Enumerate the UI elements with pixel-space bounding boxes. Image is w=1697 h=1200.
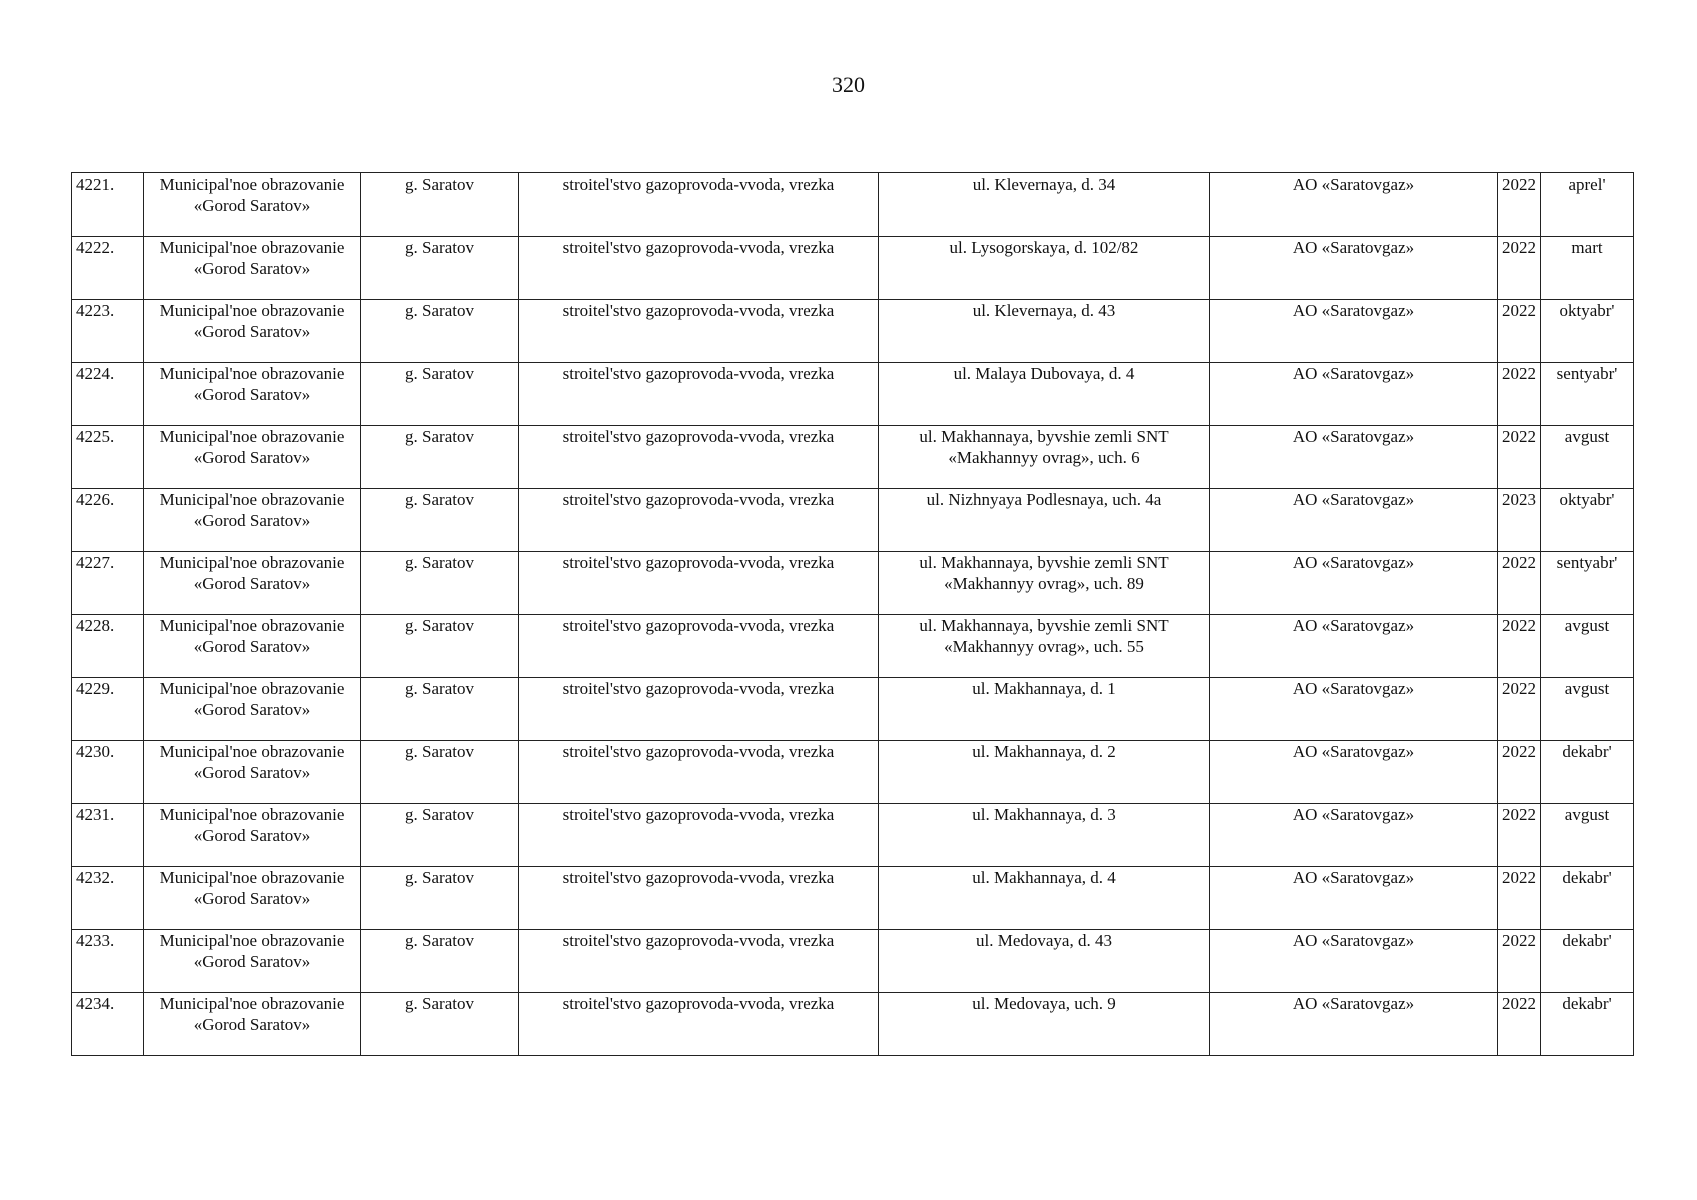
municipality-cell: Municipal'noe obrazovanie «Gorod Saratov»: [144, 173, 361, 237]
year-cell: 2022: [1498, 867, 1541, 930]
row-number: 4223.: [72, 300, 144, 363]
work-type-cell: stroitel'stvo gazoprovoda-vvoda, vrezka: [519, 237, 879, 300]
row-number: 4233.: [72, 930, 144, 993]
table-row: [72, 300, 1634, 363]
month-cell: mart: [1541, 237, 1634, 300]
organization-cell: AO «Saratovgaz»: [1210, 426, 1498, 489]
work-type-cell: stroitel'stvo gazoprovoda-vvoda, vrezka: [519, 804, 879, 867]
work-type-cell: stroitel'stvo gazoprovoda-vvoda, vrezka: [519, 615, 879, 678]
month-cell: oktyabr': [1541, 489, 1634, 552]
work-type-cell: stroitel'stvo gazoprovoda-vvoda, vrezka: [519, 867, 879, 930]
month-cell: aprel': [1541, 173, 1634, 237]
month-cell: avgust: [1541, 615, 1634, 678]
municipality-cell: Municipal'noe obrazovanie «Gorod Saratov»: [144, 300, 361, 363]
municipality-cell: Municipal'noe obrazovanie «Gorod Saratov»: [144, 993, 361, 1056]
row-number: 4222.: [72, 237, 144, 300]
row-number: 4225.: [72, 426, 144, 489]
year-cell: 2022: [1498, 363, 1541, 426]
work-type-cell: stroitel'stvo gazoprovoda-vvoda, vrezka: [519, 930, 879, 993]
locality-cell: g. Saratov: [361, 237, 519, 300]
address-cell: ul. Makhannaya, byvshie zemli SNT «Makhannyy ovrag», uch. 55: [879, 615, 1210, 678]
year-cell: 2022: [1498, 426, 1541, 489]
table-row: [72, 237, 1634, 300]
row-number: 4231.: [72, 804, 144, 867]
organization-cell: AO «Saratovgaz»: [1210, 993, 1498, 1056]
month-cell: oktyabr': [1541, 300, 1634, 363]
row-number: 4228.: [72, 615, 144, 678]
address-cell: ul. Makhannaya, d. 3: [879, 804, 1210, 867]
year-cell: 2023: [1498, 489, 1541, 552]
year-cell: 2022: [1498, 993, 1541, 1056]
municipality-cell: Municipal'noe obrazovanie «Gorod Saratov»: [144, 363, 361, 426]
table-row: [72, 552, 1634, 615]
work-type-cell: stroitel'stvo gazoprovoda-vvoda, vrezka: [519, 489, 879, 552]
year-cell: 2022: [1498, 741, 1541, 804]
page-number: 320: [832, 72, 865, 97]
municipality-cell: Municipal'noe obrazovanie «Gorod Saratov»: [144, 804, 361, 867]
municipality-cell: Municipal'noe obrazovanie «Gorod Saratov»: [144, 237, 361, 300]
year-cell: 2022: [1498, 300, 1541, 363]
municipality-cell: Municipal'noe obrazovanie «Gorod Saratov»: [144, 678, 361, 741]
organization-cell: AO «Saratovgaz»: [1210, 741, 1498, 804]
municipality-cell: Municipal'noe obrazovanie «Gorod Saratov»: [144, 615, 361, 678]
locality-cell: g. Saratov: [361, 426, 519, 489]
locality-cell: g. Saratov: [361, 173, 519, 237]
organization-cell: AO «Saratovgaz»: [1210, 489, 1498, 552]
locality-cell: g. Saratov: [361, 489, 519, 552]
year-cell: 2022: [1498, 615, 1541, 678]
address-cell: ul. Klevernaya, d. 43: [879, 300, 1210, 363]
municipality-cell: Municipal'noe obrazovanie «Gorod Saratov»: [144, 552, 361, 615]
row-number: 4221.: [72, 173, 144, 237]
table-row: [72, 363, 1634, 426]
address-cell: ul. Lysogorskaya, d. 102/82: [879, 237, 1210, 300]
year-cell: 2022: [1498, 237, 1541, 300]
row-number: 4230.: [72, 741, 144, 804]
row-number: 4234.: [72, 993, 144, 1056]
work-type-cell: stroitel'stvo gazoprovoda-vvoda, vrezka: [519, 426, 879, 489]
address-cell: ul. Medovaya, uch. 9: [879, 993, 1210, 1056]
work-type-cell: stroitel'stvo gazoprovoda-vvoda, vrezka: [519, 678, 879, 741]
locality-cell: g. Saratov: [361, 363, 519, 426]
locality-cell: g. Saratov: [361, 804, 519, 867]
work-type-cell: stroitel'stvo gazoprovoda-vvoda, vrezka: [519, 173, 879, 237]
month-cell: dekabr': [1541, 930, 1634, 993]
address-cell: ul. Makhannaya, byvshie zemli SNT «Makhannyy ovrag», uch. 6: [879, 426, 1210, 489]
work-type-cell: stroitel'stvo gazoprovoda-vvoda, vrezka: [519, 993, 879, 1056]
organization-cell: AO «Saratovgaz»: [1210, 363, 1498, 426]
table-row: [72, 930, 1634, 993]
row-number: 4227.: [72, 552, 144, 615]
address-cell: ul. Medovaya, d. 43: [879, 930, 1210, 993]
municipality-cell: Municipal'noe obrazovanie «Gorod Saratov»: [144, 741, 361, 804]
table-row: [72, 489, 1634, 552]
row-number: 4226.: [72, 489, 144, 552]
month-cell: avgust: [1541, 804, 1634, 867]
work-type-cell: stroitel'stvo gazoprovoda-vvoda, vrezka: [519, 552, 879, 615]
row-number: 4229.: [72, 678, 144, 741]
locality-cell: g. Saratov: [361, 300, 519, 363]
organization-cell: AO «Saratovgaz»: [1210, 300, 1498, 363]
row-number: 4224.: [72, 363, 144, 426]
organization-cell: AO «Saratovgaz»: [1210, 552, 1498, 615]
locality-cell: g. Saratov: [361, 741, 519, 804]
table-row: [72, 426, 1634, 489]
work-type-cell: stroitel'stvo gazoprovoda-vvoda, vrezka: [519, 363, 879, 426]
row-number: 4232.: [72, 867, 144, 930]
municipality-cell: Municipal'noe obrazovanie «Gorod Saratov»: [144, 867, 361, 930]
year-cell: 2022: [1498, 678, 1541, 741]
municipality-cell: Municipal'noe obrazovanie «Gorod Saratov»: [144, 930, 361, 993]
address-cell: ul. Makhannaya, d. 2: [879, 741, 1210, 804]
locality-cell: g. Saratov: [361, 993, 519, 1056]
table-row: [72, 678, 1634, 741]
address-cell: ul. Nizhnyaya Podlesnaya, uch. 4a: [879, 489, 1210, 552]
year-cell: 2022: [1498, 804, 1541, 867]
address-cell: ul. Makhannaya, byvshie zemli SNT «Makhannyy ovrag», uch. 89: [879, 552, 1210, 615]
month-cell: sentyabr': [1541, 363, 1634, 426]
locality-cell: g. Saratov: [361, 678, 519, 741]
municipality-cell: Municipal'noe obrazovanie «Gorod Saratov»: [144, 426, 361, 489]
organization-cell: AO «Saratovgaz»: [1210, 930, 1498, 993]
year-cell: 2022: [1498, 173, 1541, 237]
table-row: [72, 741, 1634, 804]
table-row: [72, 173, 1634, 237]
organization-cell: AO «Saratovgaz»: [1210, 173, 1498, 237]
work-type-cell: stroitel'stvo gazoprovoda-vvoda, vrezka: [519, 300, 879, 363]
gas-connection-register-table: [71, 172, 1634, 1056]
address-cell: ul. Makhannaya, d. 1: [879, 678, 1210, 741]
organization-cell: AO «Saratovgaz»: [1210, 804, 1498, 867]
address-cell: ul. Malaya Dubovaya, d. 4: [879, 363, 1210, 426]
table-row: [72, 615, 1634, 678]
month-cell: dekabr': [1541, 867, 1634, 930]
organization-cell: AO «Saratovgaz»: [1210, 867, 1498, 930]
month-cell: avgust: [1541, 678, 1634, 741]
organization-cell: AO «Saratovgaz»: [1210, 678, 1498, 741]
locality-cell: g. Saratov: [361, 615, 519, 678]
work-type-cell: stroitel'stvo gazoprovoda-vvoda, vrezka: [519, 741, 879, 804]
organization-cell: AO «Saratovgaz»: [1210, 615, 1498, 678]
address-cell: ul. Makhannaya, d. 4: [879, 867, 1210, 930]
table-row: [72, 993, 1634, 1056]
table-row: [72, 804, 1634, 867]
year-cell: 2022: [1498, 552, 1541, 615]
year-cell: 2022: [1498, 930, 1541, 993]
locality-cell: g. Saratov: [361, 930, 519, 993]
locality-cell: g. Saratov: [361, 867, 519, 930]
organization-cell: AO «Saratovgaz»: [1210, 237, 1498, 300]
month-cell: avgust: [1541, 426, 1634, 489]
address-cell: ul. Klevernaya, d. 34: [879, 173, 1210, 237]
month-cell: sentyabr': [1541, 552, 1634, 615]
locality-cell: g. Saratov: [361, 552, 519, 615]
table-row: [72, 867, 1634, 930]
month-cell: dekabr': [1541, 993, 1634, 1056]
month-cell: dekabr': [1541, 741, 1634, 804]
municipality-cell: Municipal'noe obrazovanie «Gorod Saratov»: [144, 489, 361, 552]
